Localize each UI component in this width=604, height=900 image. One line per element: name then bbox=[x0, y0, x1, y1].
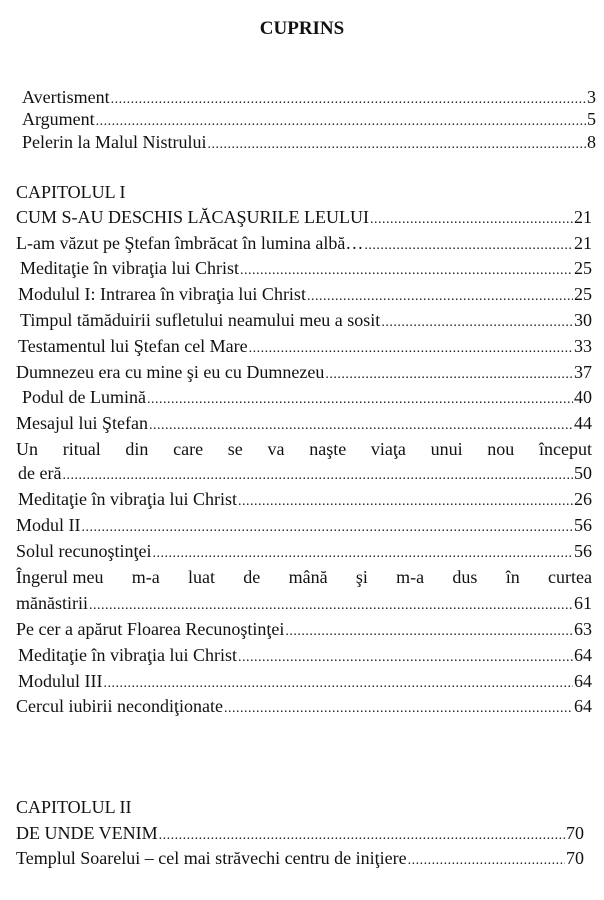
toc-entry-page: 50 bbox=[574, 463, 592, 483]
leader-dots bbox=[96, 111, 586, 133]
toc-entry bbox=[22, 108, 596, 133]
toc-entry-page: 8 bbox=[587, 132, 596, 152]
leader-dots bbox=[207, 134, 586, 156]
toc-entry-page: 3 bbox=[587, 87, 596, 107]
leader-dots bbox=[238, 647, 573, 669]
word: m-a bbox=[131, 567, 160, 587]
word: de bbox=[243, 567, 261, 587]
toc-entry-page: 56 bbox=[574, 541, 592, 561]
toc-entry-page: 26 bbox=[574, 489, 592, 509]
leader-dots bbox=[408, 850, 565, 872]
toc-entry-page: 63 bbox=[574, 619, 592, 639]
leader-dots bbox=[89, 595, 573, 617]
word: şi bbox=[355, 567, 368, 587]
word: ritual bbox=[62, 439, 101, 459]
word: din bbox=[125, 439, 149, 459]
toc-entry-label: Mesajul lui Ştefan bbox=[16, 413, 148, 433]
toc-entry-label: Meditaţie în vibraţia lui Christ bbox=[20, 258, 239, 278]
toc-entry-page: 40 bbox=[574, 387, 592, 407]
toc-entry-label: Modul II bbox=[16, 515, 81, 535]
word: luat bbox=[188, 567, 216, 587]
leader-dots bbox=[325, 364, 573, 386]
leader-dots bbox=[285, 621, 573, 643]
toc-entry-page: 5 bbox=[587, 109, 596, 129]
word: m-a bbox=[396, 567, 425, 587]
toc-entry bbox=[16, 540, 592, 565]
toc-entry-label: Modulul I: Intrarea în vibraţia lui Christ bbox=[18, 284, 306, 304]
toc-entry-label: Meditaţie în vibraţia lui Christ bbox=[18, 489, 237, 509]
leader-dots bbox=[381, 312, 573, 334]
toc-entry-label: Pe cer a apărut Floarea Recunoştinţei bbox=[16, 619, 285, 639]
toc-entry bbox=[16, 206, 592, 231]
toc-entry bbox=[20, 309, 592, 334]
toc-entry bbox=[18, 644, 592, 669]
toc-entry-label: Testamentul lui Ştefan cel Mare bbox=[18, 336, 248, 356]
word: Un bbox=[16, 439, 38, 459]
leader-dots bbox=[149, 415, 573, 437]
toc-entry-page: 64 bbox=[574, 671, 592, 691]
word: se bbox=[227, 439, 243, 459]
toc-entry bbox=[22, 131, 596, 156]
toc-entry bbox=[22, 386, 592, 411]
toc-entry bbox=[16, 695, 592, 720]
toc-entry bbox=[16, 361, 592, 386]
toc-entry bbox=[16, 618, 592, 643]
toc-entry-label: Meditaţie în vibraţia lui Christ bbox=[18, 645, 237, 665]
leader-dots bbox=[240, 260, 573, 282]
toc-entry bbox=[16, 592, 592, 617]
leader-dots bbox=[147, 389, 573, 411]
toc-entry-label: Templul Soarelui – cel mai străvechi centru de iniţiere bbox=[16, 848, 407, 868]
word: nou bbox=[487, 439, 515, 459]
toc-entry-page: 30 bbox=[574, 310, 592, 330]
leader-dots bbox=[159, 825, 565, 847]
word: viaţa bbox=[370, 439, 406, 459]
leader-dots bbox=[82, 517, 574, 539]
word: Îngerul meu bbox=[16, 567, 104, 587]
toc-entry-label: de eră bbox=[18, 463, 62, 483]
toc-entry-label: L-am văzut pe Ştefan îmbrăcat în lumina albă… bbox=[16, 233, 364, 253]
toc-entry-page: 33 bbox=[574, 336, 592, 356]
toc-entry-label: Solul recunoştinţei bbox=[16, 541, 152, 561]
toc-entry-label: Dumnezeu era cu mine şi eu cu Dumnezeu bbox=[16, 362, 325, 382]
word: naşte bbox=[309, 439, 347, 459]
word: în bbox=[505, 567, 520, 587]
toc-entry-label: Cercul iubirii necondiţionate bbox=[16, 696, 223, 716]
chapter-heading: CAPITOLUL II bbox=[16, 797, 132, 817]
toc-entry-page: 21 bbox=[574, 233, 592, 253]
toc-entry bbox=[18, 335, 592, 360]
leader-dots bbox=[62, 465, 573, 487]
toc-entry-page: 21 bbox=[574, 207, 592, 227]
toc-entry-label: Modulul III bbox=[18, 671, 103, 691]
toc-entry bbox=[16, 514, 592, 539]
page-title: CUPRINS bbox=[259, 18, 345, 39]
word: început bbox=[539, 439, 592, 459]
leader-dots bbox=[224, 698, 573, 720]
toc-entry-page: 56 bbox=[574, 515, 592, 535]
toc-entry-page: 44 bbox=[574, 413, 592, 433]
word: curtea bbox=[548, 567, 592, 587]
toc-entry-label: CUM S-AU DESCHIS LĂCAŞURILE LEULUI bbox=[16, 207, 370, 227]
toc-entry-page: 64 bbox=[574, 645, 592, 665]
word: dus bbox=[452, 567, 478, 587]
toc-entry bbox=[18, 462, 592, 487]
word: care bbox=[173, 439, 204, 459]
leader-dots bbox=[238, 491, 573, 513]
toc-entry-label: Avertisment bbox=[22, 87, 110, 107]
toc-entry bbox=[18, 488, 592, 513]
toc-entry-label: Pelerin la Malul Nistrului bbox=[22, 132, 207, 152]
toc-entry-page: 37 bbox=[574, 362, 592, 382]
leader-dots bbox=[364, 235, 573, 257]
leader-dots bbox=[152, 543, 573, 565]
toc-entry-label: DE UNDE VENIM bbox=[16, 823, 158, 843]
toc-entry-label: mănăstirii bbox=[16, 593, 88, 613]
toc-entry-page: 70 bbox=[566, 823, 584, 843]
word: va bbox=[267, 439, 285, 459]
toc-entry bbox=[18, 670, 592, 695]
toc-entry bbox=[16, 412, 592, 437]
toc-entry bbox=[16, 822, 584, 847]
toc-entry-page: 64 bbox=[574, 696, 592, 716]
toc-entry-page: 25 bbox=[574, 284, 592, 304]
toc-entry-page: 61 bbox=[574, 593, 592, 613]
toc-entry-label: Timpul tămăduirii sufletului neamului meu a sosit bbox=[20, 310, 381, 330]
chapter-heading: CAPITOLUL I bbox=[16, 182, 126, 202]
toc-entry-first-line bbox=[16, 438, 592, 460]
toc-entry-page: 25 bbox=[574, 258, 592, 278]
toc-entry bbox=[20, 257, 592, 282]
toc-entry-label: Podul de Lumină bbox=[22, 387, 146, 407]
leader-dots bbox=[370, 209, 573, 231]
toc-entry bbox=[16, 232, 592, 257]
toc-entry-first-line bbox=[16, 566, 592, 588]
word: mână bbox=[288, 567, 328, 587]
leader-dots bbox=[249, 338, 573, 360]
leader-dots bbox=[307, 286, 573, 308]
toc-entry-page: 70 bbox=[566, 848, 584, 868]
toc-entry bbox=[16, 847, 584, 872]
leader-dots bbox=[104, 673, 574, 695]
toc-entry-label: Argument bbox=[22, 109, 95, 129]
toc-entry bbox=[18, 283, 592, 308]
word: unui bbox=[430, 439, 463, 459]
